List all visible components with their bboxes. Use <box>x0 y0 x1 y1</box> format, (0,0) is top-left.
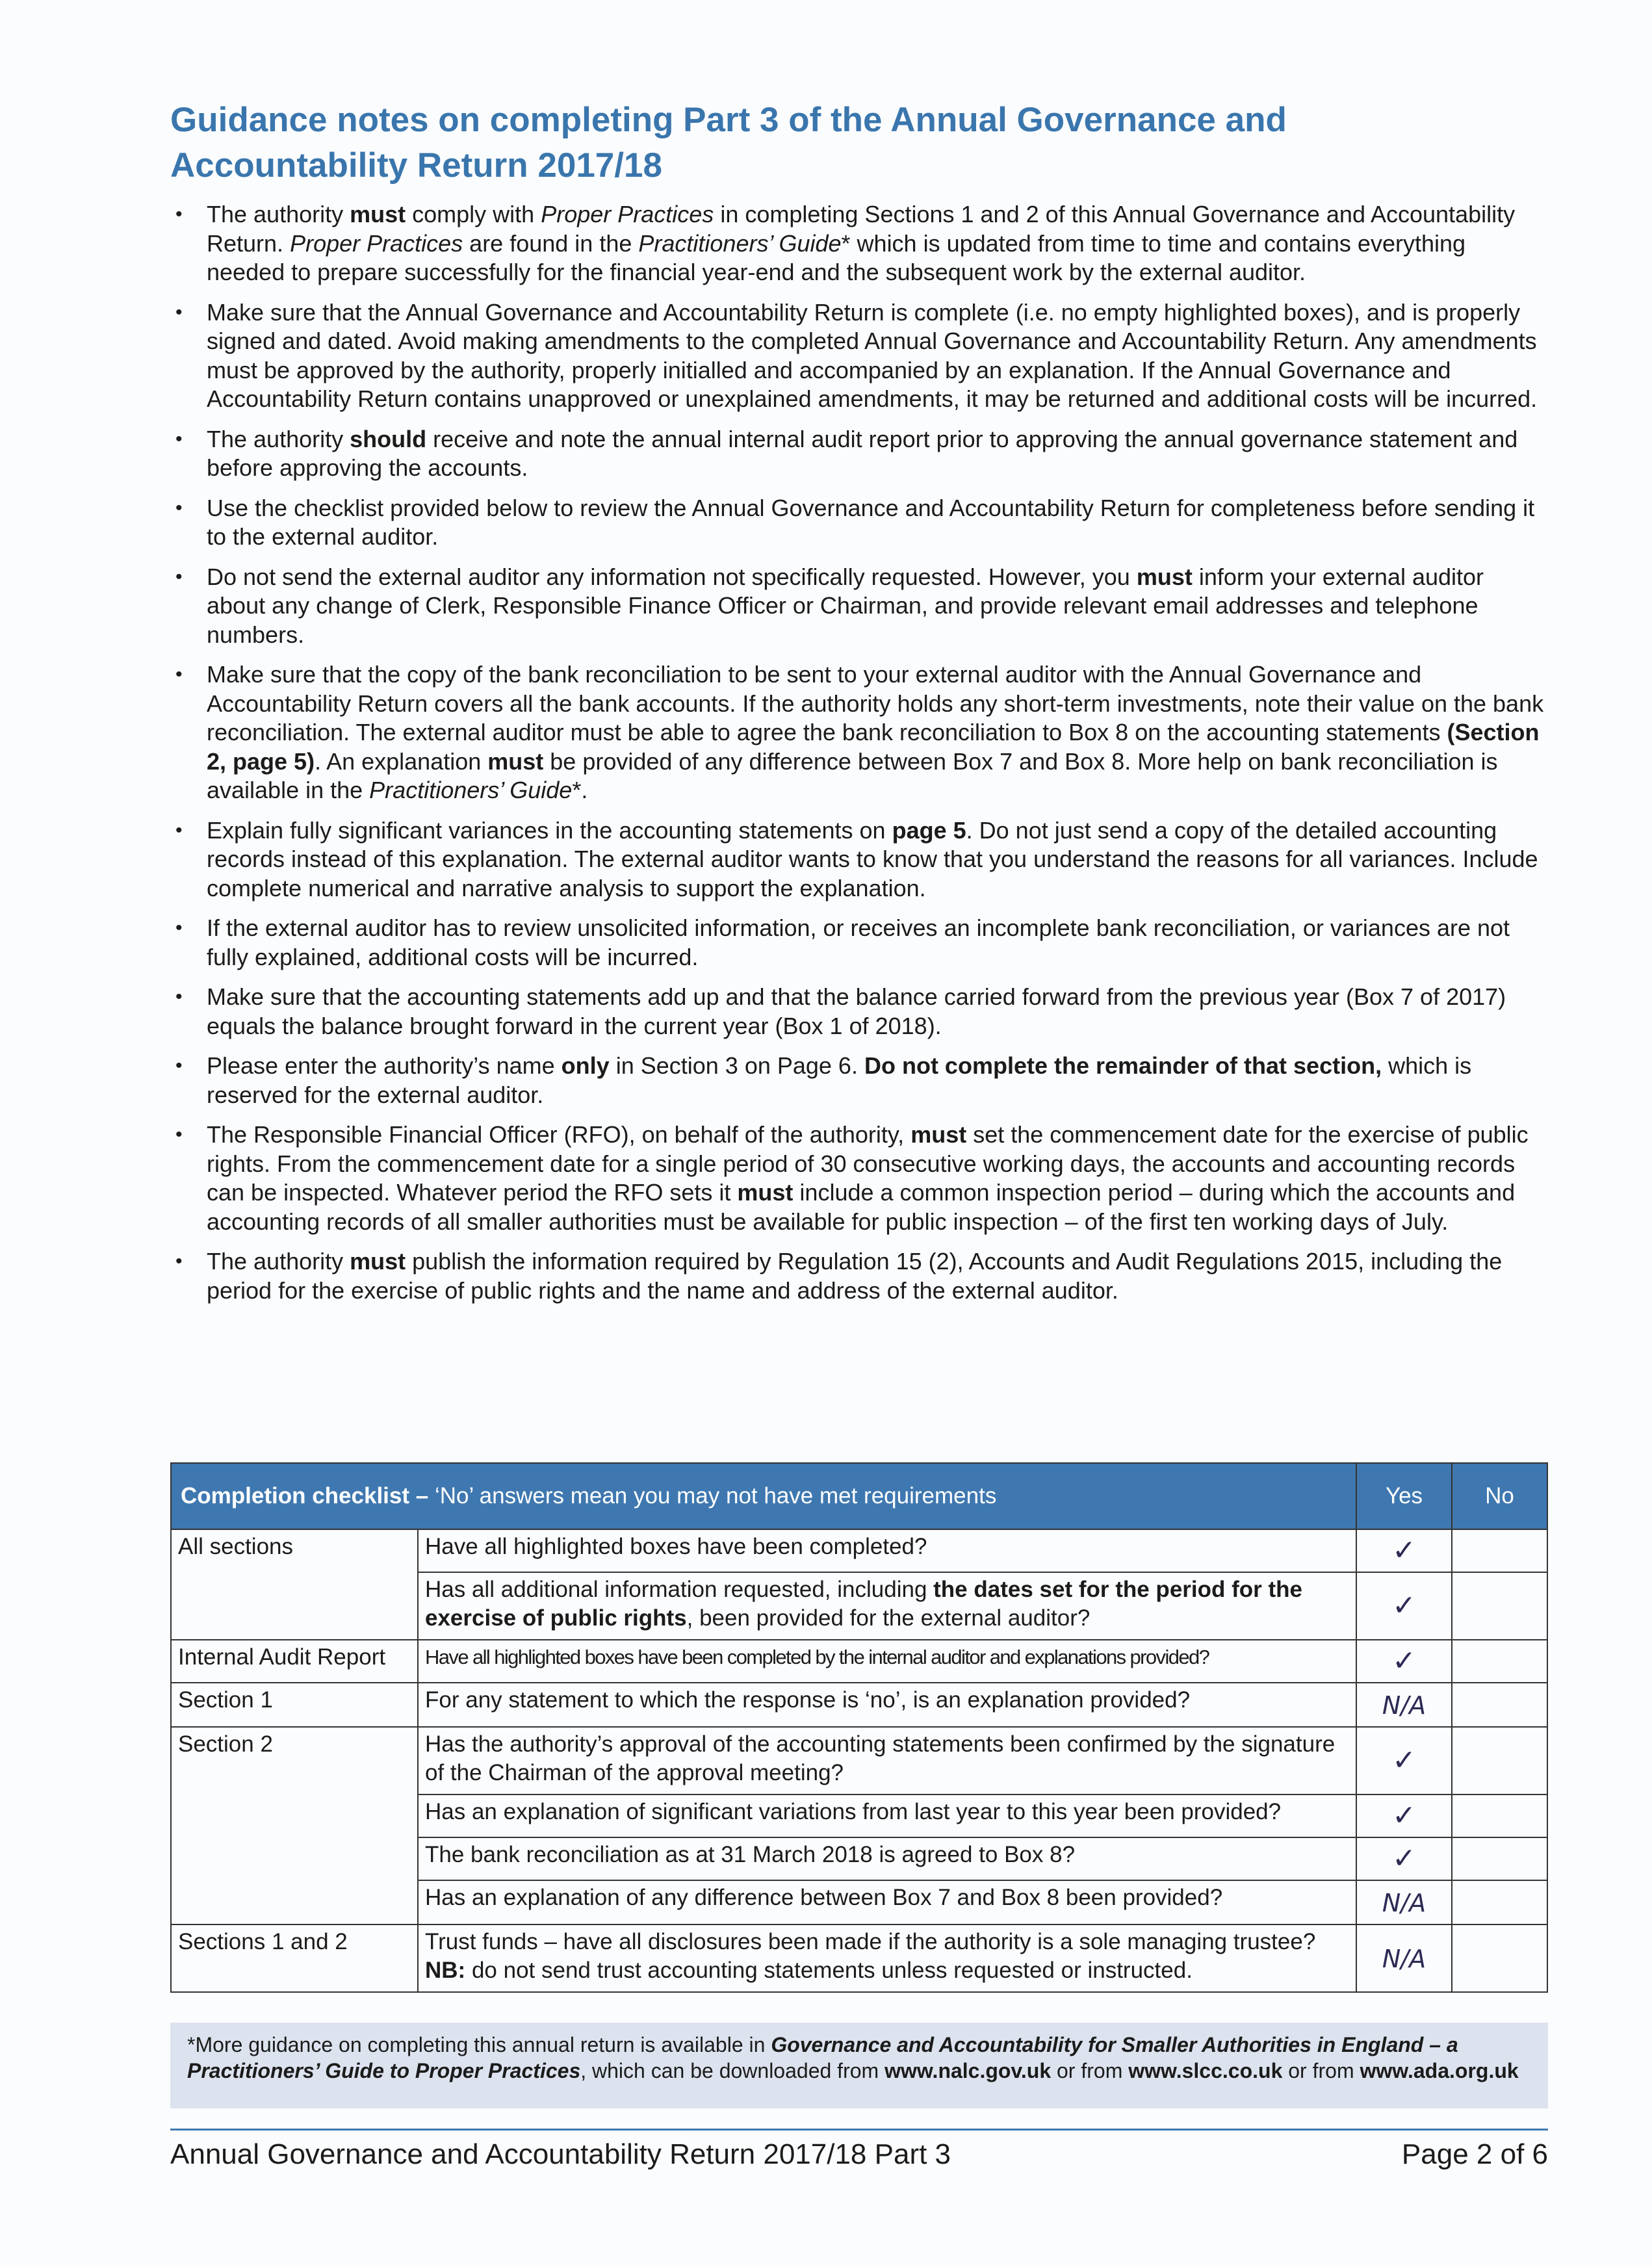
guidance-bullet <box>170 1121 1548 1236</box>
handwritten-na-mark: N/A <box>1382 1888 1426 1917</box>
footer-title: Annual Governance and Accountability Return 2017/18 Part 3 <box>170 2138 951 2170</box>
no-answer-cell[interactable] <box>1452 1529 1547 1572</box>
text-segment: the dates set for the period for the exercise of public rights <box>425 1577 1302 1631</box>
text-segment: must <box>1136 563 1193 590</box>
checklist-section-label: Section 1 <box>171 1683 418 1727</box>
text-segment: include a common inspection period – during which the accounts and accounting records of all smaller authorities must be available for public inspection – of the first ten working days of July. <box>207 1179 1516 1235</box>
handwritten-tick-icon: ✓ <box>1392 1842 1416 1875</box>
text-segment: www.ada.org.uk <box>1360 2059 1519 2082</box>
text-segment: The Responsible Financial Officer (RFO), on behalf of the authority, <box>207 1121 911 1148</box>
text-segment: , been provided for the external auditor? <box>686 1605 1091 1631</box>
no-answer-cell[interactable] <box>1452 1880 1547 1924</box>
text-segment: Has the authority’s approval of the accounting statements been confirmed by the signature of the Chairman of the approval meeting? <box>425 1731 1336 1785</box>
text-segment: www.nalc.gov.uk <box>884 2059 1052 2082</box>
text-segment: Use the checklist provided below to review the Annual Governance and Accountability Return for completeness before sending it to the external auditor. <box>207 494 1535 550</box>
guidance-bullet <box>170 983 1548 1041</box>
text-segment: Governance and Accountability for Smaller Authorities in England – a Practitioners’ Guide to Proper Practices <box>187 2033 1458 2082</box>
guidance-bullet <box>170 563 1548 650</box>
text-segment: The authority <box>207 1248 350 1275</box>
no-answer-cell[interactable] <box>1452 1683 1547 1727</box>
title-line-1: Guidance notes on completing Part 3 of the Annual Governance and <box>170 101 1287 139</box>
text-segment: Practitioners’ Guide <box>638 229 842 257</box>
bullet-icon: • <box>175 1055 183 1076</box>
text-segment: or from <box>1282 2059 1360 2082</box>
text-segment: www.slcc.co.uk <box>1128 2059 1283 2082</box>
text-segment: Practitioners’ Guide <box>369 777 573 803</box>
text-segment: do not send trust accounting statements unless requested or instructed. <box>465 1958 1193 1983</box>
bullet-icon: • <box>175 428 183 450</box>
no-answer-cell[interactable] <box>1452 1794 1547 1837</box>
guidance-bullet <box>170 660 1548 805</box>
text-segment: must <box>910 1121 967 1148</box>
text-segment: . Do not just send a copy of the detailed accounting records instead of this explanation. The external auditor wants to know that you understand the reasons for all variances. Include complete numerical and narrative analysis to support the explanation. <box>207 816 1538 901</box>
page-footer <box>170 2129 1548 2171</box>
text-segment: *. <box>572 777 588 803</box>
bullet-icon: • <box>175 497 183 519</box>
yes-answer-cell[interactable] <box>1356 1572 1452 1640</box>
text-segment: Make sure that the copy of the bank reconciliation to be sent to your external auditor with the Annual Governance and Accountability Return covers all the bank accounts. If the authority holds any short-term investments, note their value on the bank reconciliation. The external auditor must be able to agree the bank reconciliation to Box 8 on the accounting statements <box>207 661 1544 745</box>
guidance-bullet <box>170 494 1548 552</box>
text-segment: must <box>350 1248 406 1275</box>
checklist-row <box>171 1727 1547 1794</box>
text-segment: * which is updated from time to time and contains everything needed to prepare successfully for the financial year-end and the subsequent work by the external auditor. <box>207 229 1466 285</box>
handwritten-na-mark: N/A <box>1382 1691 1426 1720</box>
bullet-icon: • <box>175 1124 183 1145</box>
text-segment: must <box>487 747 544 775</box>
text-segment: Proper Practices <box>541 201 714 227</box>
checklist-question <box>418 1794 1356 1837</box>
yes-answer-cell[interactable] <box>1356 1529 1452 1572</box>
yes-answer-cell[interactable] <box>1356 1640 1452 1683</box>
text-segment: be provided of any difference between Box 7 and Box 8. More help on bank reconciliation is available in the <box>207 747 1498 803</box>
guidance-bullet <box>170 425 1548 483</box>
checklist-question <box>418 1924 1356 1992</box>
text-segment: Make sure that the accounting statements add up and that the balance carried forward from the previous year (Box 7 of 2017) equals the balance brought forward in the current year (Box 1 of 2018). <box>207 983 1506 1039</box>
checklist-row <box>171 1924 1547 1992</box>
text-segment: which is reserved for the external auditor. <box>207 1052 1472 1108</box>
checklist-row <box>171 1683 1547 1727</box>
bullet-icon: • <box>175 664 183 685</box>
text-segment: Do not complete the remainder of that section, <box>864 1052 1382 1079</box>
checklist-question <box>418 1837 1356 1880</box>
handwritten-tick-icon: ✓ <box>1392 1589 1416 1622</box>
text-segment: *More guidance on completing this annual return is available in <box>187 2033 771 2056</box>
text-segment: must <box>737 1179 794 1206</box>
no-answer-cell[interactable] <box>1452 1572 1547 1640</box>
text-segment: inform your external auditor about any change of Clerk, Responsible Finance Officer or Chairman, and provide relevant email addresses and telephone numbers. <box>207 563 1484 648</box>
text-segment: Trust funds – have all disclosures been made if the authority is a sole managing trustee? <box>425 1929 1316 1954</box>
text-segment: Has an explanation of significant variations from last year to this year been provided? <box>425 1799 1282 1824</box>
completion-checklist-table <box>170 1462 1548 1993</box>
text-segment: The authority <box>207 201 350 227</box>
text-segment: comply with <box>406 201 541 227</box>
text-segment: in completing Sections 1 and 2 of this Annual Governance and Accountability Return. <box>207 201 1516 257</box>
title-line-2: Accountability Return 2017/18 <box>170 146 662 185</box>
handwritten-tick-icon: ✓ <box>1392 1744 1416 1777</box>
footer-page-number: Page 2 of 6 <box>1401 2138 1548 2170</box>
text-segment: Have all highlighted boxes have been completed? <box>425 1534 927 1559</box>
handwritten-na-mark: N/A <box>1382 1944 1426 1973</box>
checklist-section-label: Sections 1 and 2 <box>171 1924 418 1992</box>
checklist-header-bold: Completion checklist – <box>181 1483 429 1509</box>
yes-answer-cell[interactable] <box>1356 1924 1452 1992</box>
yes-answer-cell[interactable] <box>1356 1727 1452 1794</box>
text-segment: in Section 3 on Page 6. <box>609 1052 864 1079</box>
yes-answer-cell[interactable] <box>1356 1837 1452 1880</box>
bullet-icon: • <box>175 203 183 225</box>
text-segment: The authority <box>207 425 350 452</box>
guidance-bullet-list <box>170 200 1548 1305</box>
checklist-section-label: All sections <box>171 1529 418 1640</box>
no-answer-cell[interactable] <box>1452 1727 1547 1794</box>
text-segment: only <box>561 1052 610 1079</box>
text-segment: are found in the <box>463 229 639 257</box>
handwritten-tick-icon: ✓ <box>1392 1644 1416 1678</box>
text-segment: The bank reconciliation as at 31 March 2018 is agreed to Box 8? <box>425 1842 1076 1867</box>
text-segment: or from <box>1051 2059 1129 2082</box>
bullet-icon: • <box>175 917 183 939</box>
bullet-icon: • <box>175 565 183 588</box>
text-segment: For any statement to which the response is ‘no’, is an explanation provided? <box>425 1687 1191 1713</box>
checklist-header-row <box>171 1463 1547 1529</box>
checklist-header-no: No <box>1452 1463 1547 1529</box>
no-answer-cell[interactable] <box>1452 1640 1547 1683</box>
text-segment: Proper Practices <box>290 229 463 257</box>
checklist-body <box>171 1529 1547 1992</box>
checklist-header-title <box>171 1463 1356 1529</box>
checklist-question <box>418 1683 1356 1727</box>
text-segment: page 5 <box>892 816 966 844</box>
text-segment: should <box>350 425 427 452</box>
text-segment: set the commencement date for the exercise of public rights. From the commencement date for a single period of 30 consecutive working days, the accounts and accounting records can be inspected. Whatever period the RFO sets it <box>207 1121 1529 1206</box>
guidance-note <box>170 2023 1548 2108</box>
guidance-bullet <box>170 1247 1548 1305</box>
checklist-question <box>418 1727 1356 1794</box>
bullet-icon: • <box>175 819 183 841</box>
handwritten-tick-icon: ✓ <box>1392 1799 1416 1832</box>
text-segment: Please enter the authority’s name <box>207 1052 561 1079</box>
checklist-question <box>418 1640 1356 1683</box>
text-segment: If the external auditor has to review unsolicited information, or receives an incomplete bank reconciliation, or variances are not fully explained, additional costs will be incurred. <box>207 914 1510 970</box>
checklist-header-rest: ‘No’ answers mean you may not have met requirements <box>428 1483 997 1509</box>
checklist-row <box>171 1529 1547 1572</box>
text-segment: Do not send the external auditor any information not specifically requested. However, you <box>207 563 1137 590</box>
text-segment: publish the information required by Regulation 15 (2), Accounts and Audit Regulations 2015, including the period for the exercise of public rights and the name and address of the external auditor. <box>207 1248 1503 1304</box>
text-segment: Have all highlighted boxes have been completed by the internal auditor and explanations provided? <box>425 1646 1209 1668</box>
text-segment: Has all additional information requested, including <box>425 1577 934 1602</box>
guidance-bullet <box>170 200 1548 287</box>
checklist-section-label: Internal Audit Report <box>171 1640 418 1683</box>
bullet-icon: • <box>175 986 183 1007</box>
page-title <box>170 97 1548 188</box>
checklist-section-label: Section 2 <box>171 1727 418 1924</box>
yes-answer-cell[interactable] <box>1356 1683 1452 1727</box>
yes-answer-cell[interactable] <box>1356 1794 1452 1837</box>
text-segment: receive and note the annual internal audit report prior to approving the annual governance statement and before approving the accounts. <box>207 425 1518 481</box>
text-segment: , which can be downloaded from <box>580 2059 885 2082</box>
guidance-bullet <box>170 1052 1548 1109</box>
text-segment: Make sure that the Annual Governance and Accountability Return is complete (i.e. no empty highlighted boxes), and is properly signed and dated. Avoid making amendments to the completed Annual Governance and Accountability Return. Any amendments must be approved by the authority, properly initialled and accompanied by an explanation. If the Annual Governance and Accountability Return contains unapproved or unexplained amendments, it may be returned and additional costs will be incurred. <box>207 298 1538 412</box>
text-segment: Has an explanation of any difference between Box 7 and Box 8 been provided? <box>425 1885 1223 1910</box>
checklist-header-yes: Yes <box>1356 1463 1452 1529</box>
text-segment: must <box>350 201 406 227</box>
text-segment: Explain fully significant variances in the accounting statements on <box>207 816 892 844</box>
guidance-bullet <box>170 816 1548 903</box>
bullet-icon: • <box>175 1250 183 1272</box>
no-answer-cell[interactable] <box>1452 1837 1547 1880</box>
yes-answer-cell[interactable] <box>1356 1880 1452 1924</box>
checklist-row <box>171 1640 1547 1683</box>
checklist-question <box>418 1529 1356 1572</box>
text-segment: NB: <box>425 1958 466 1983</box>
guidance-bullet <box>170 298 1548 414</box>
checklist-question <box>418 1572 1356 1640</box>
guidance-page <box>170 97 1548 1316</box>
text-segment: (Section 2, page 5) <box>207 719 1540 775</box>
no-answer-cell[interactable] <box>1452 1924 1547 1992</box>
handwritten-tick-icon: ✓ <box>1392 1534 1416 1567</box>
checklist-question <box>418 1880 1356 1924</box>
bullet-icon: • <box>175 301 183 323</box>
guidance-bullet <box>170 914 1548 972</box>
text-segment: . An explanation <box>315 747 488 775</box>
